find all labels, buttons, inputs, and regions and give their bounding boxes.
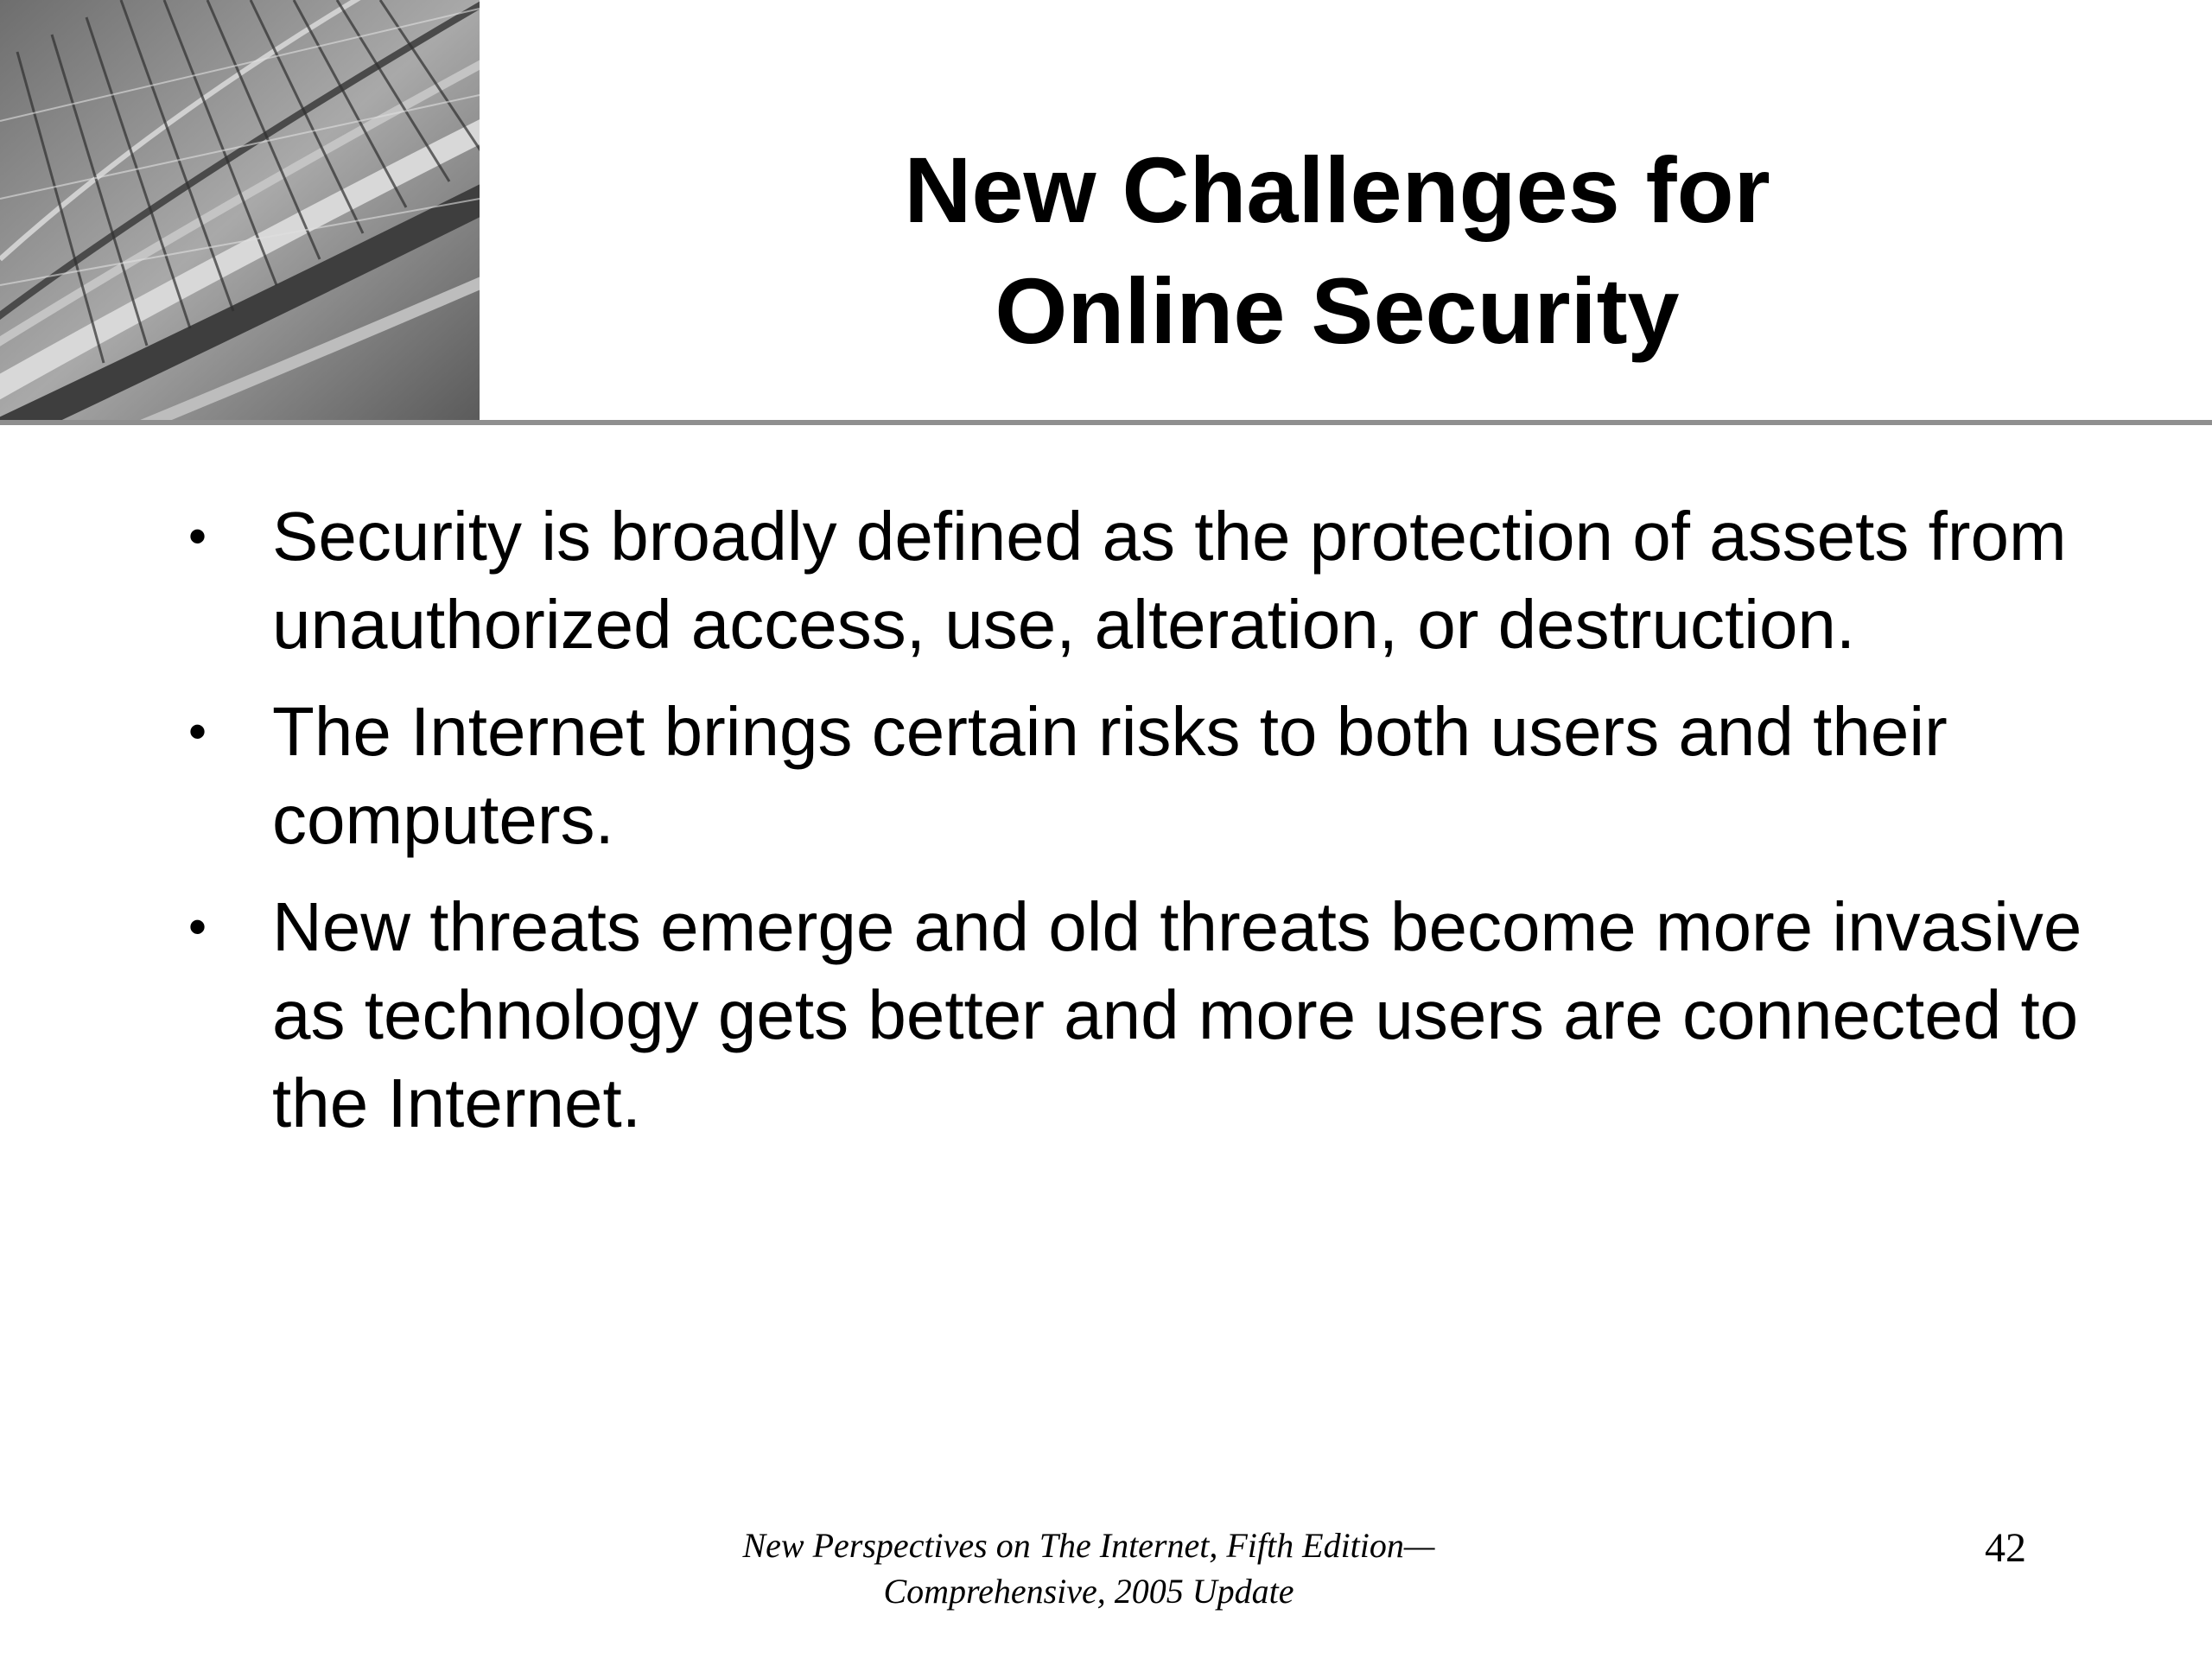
footer-credit-line2: Comprehensive, 2005 Update [883, 1572, 1294, 1611]
footer-credit [622, 1522, 1555, 1614]
slide-title-line1: New Challenges for [904, 137, 1770, 242]
slide-title-line2: Online Security [995, 258, 1680, 363]
bullet-text: Security is broadly defined as the protection of assets from unauthorized access, use, alteration, or destruction. [272, 498, 2067, 663]
page-number: 42 [1985, 1525, 2026, 1571]
bullet-marker: • [188, 507, 207, 565]
header-divider [0, 420, 2212, 425]
bullet-marker: • [188, 898, 207, 956]
bullet-text: New threats emerge and old threats become more invasive as technology gets better and more users are connected to the Internet. [272, 888, 2082, 1141]
header-photo [0, 0, 480, 425]
bullet-item [181, 493, 2082, 669]
slide-title [657, 130, 2018, 372]
footer-credit-line1: New Perspectives on The Internet, Fifth Edition— [742, 1526, 1435, 1565]
bullet-marker: • [188, 702, 207, 760]
bullet-item [181, 688, 2082, 864]
bullet-list [181, 493, 2082, 1166]
bullet-item [181, 883, 2082, 1147]
bullet-text: The Internet brings certain risks to both users and their computers. [272, 693, 1948, 858]
